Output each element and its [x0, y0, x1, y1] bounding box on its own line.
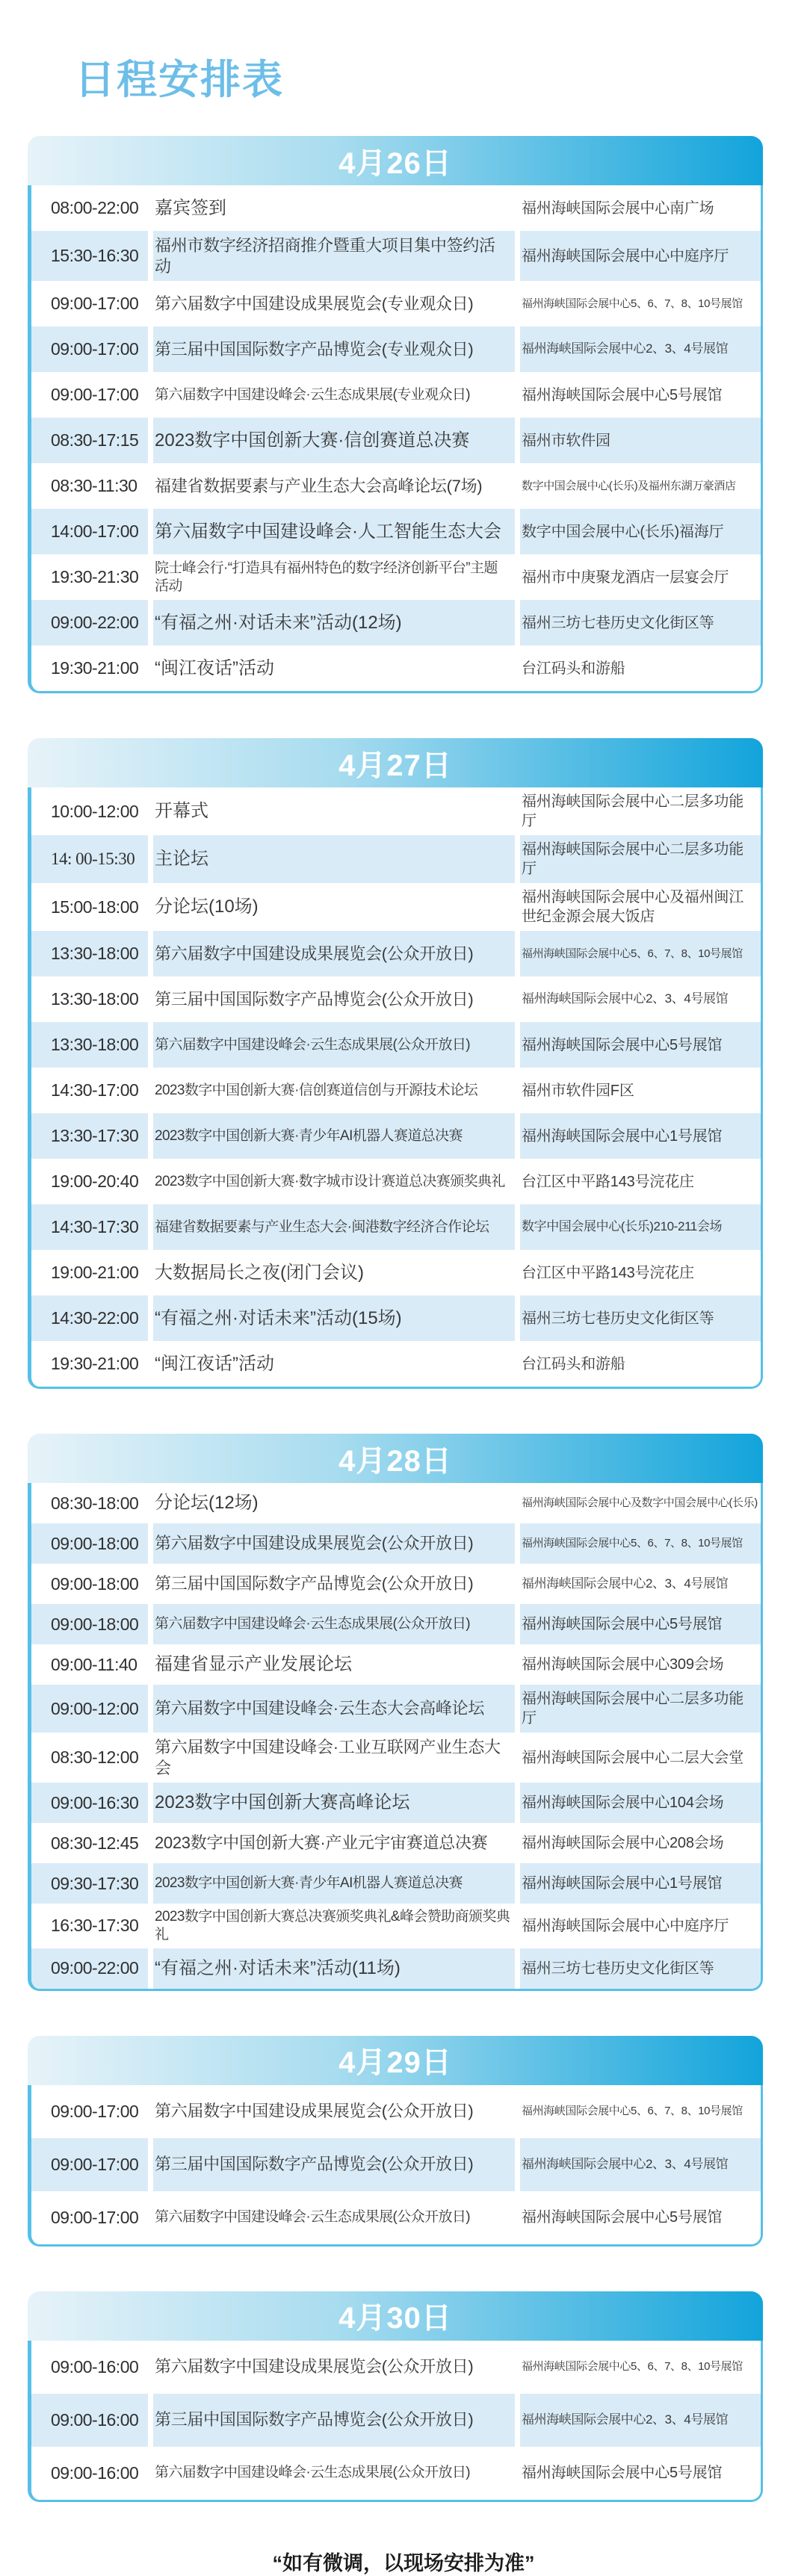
event-time: 09:00-16:30 [31, 1783, 148, 1823]
event-venue: 福州海峡国际会展中心2、3、4号展馆 [520, 1564, 761, 1604]
event-venue: 福州海峡国际会展中心5、6、7、8、10号展馆 [520, 1523, 761, 1564]
event-time: 09:00-17:00 [31, 2085, 148, 2138]
event-name: 大数据局长之夜(闭门会议) [153, 1250, 515, 1295]
event-name: “有福之州·对话未来”活动(15场) [153, 1295, 515, 1341]
event-venue: 福州海峡国际会展中心2、3、4号展馆 [520, 976, 761, 1022]
event-venue: 福州海峡国际会展中心5号展馆 [520, 2447, 761, 2500]
day-header [28, 2291, 763, 2341]
day-card [28, 136, 763, 693]
event-name: 第六届数字中国建设成果展览会(专业观众日) [153, 281, 515, 326]
schedule-row [31, 463, 761, 509]
schedule-row [31, 2394, 761, 2447]
event-venue: 福州海峡国际会展中心二层多功能厅 [520, 835, 761, 883]
event-name: 福建省数据要素与产业生态大会·闽港数字经济合作论坛 [153, 1204, 515, 1250]
event-name: 第六届数字中国建设峰会·人工智能生态大会 [153, 509, 515, 554]
event-venue: 福州海峡国际会展中心5、6、7、8、10号展馆 [520, 281, 761, 326]
event-venue: 福州市中庚聚龙酒店一层宴会厅 [520, 554, 761, 600]
day-rows [28, 1483, 763, 1991]
event-time: 14:00-17:00 [31, 509, 148, 554]
schedule-row [31, 231, 761, 281]
event-name: 2023数字中国创新大赛·数字城市设计赛道总决赛颁奖典礼 [153, 1159, 515, 1204]
event-venue: 福州海峡国际会展中心中庭序厅 [520, 1904, 761, 1948]
schedule-row [31, 1022, 761, 1068]
day-header [28, 2036, 763, 2085]
event-time: 13:30-18:00 [31, 1022, 148, 1068]
event-name: 主论坛 [153, 835, 515, 883]
event-time: 13:30-18:00 [31, 931, 148, 976]
event-time: 09:00-22:00 [31, 600, 148, 645]
day-header-label: 4月30日 [338, 2302, 452, 2335]
event-time: 09:00-17:00 [31, 326, 148, 372]
event-venue: 福州海峡国际会展中心二层大会堂 [520, 1733, 761, 1783]
event-name: 院士峰会行·“打造具有福州特色的数字经济创新平台”主题活动 [153, 554, 515, 600]
day-rows [28, 2085, 763, 2247]
day-header-label: 4月27日 [338, 749, 452, 782]
schedule-row [31, 2191, 761, 2244]
event-venue: 福州海峡国际会展中心中庭序厅 [520, 231, 761, 281]
event-venue: 数字中国会展中心(长乐)210-211会场 [520, 1204, 761, 1250]
event-name: 第三届中国国际数字产品博览会(公众开放日) [153, 976, 515, 1022]
event-name: 第六届数字中国建设峰会·云生态成果展(公众开放日) [153, 1604, 515, 1644]
event-name: 第六届数字中国建设峰会·云生态成果展(公众开放日) [153, 2191, 515, 2244]
event-venue: 福州海峡国际会展中心南广场 [520, 185, 761, 231]
event-time: 09:30-17:30 [31, 1863, 148, 1904]
event-time: 14:30-17:30 [31, 1204, 148, 1250]
event-venue: 福州海峡国际会展中心二层多功能厅 [520, 1685, 761, 1733]
event-name: 福建省数据要素与产业生态大会高峰论坛(7场) [153, 463, 515, 509]
event-name: 2023数字中国创新大赛·信创赛道总决赛 [153, 418, 515, 463]
event-time: 19:30-21:00 [31, 1341, 148, 1387]
schedule-row [31, 883, 761, 931]
schedule-row [31, 1948, 761, 1989]
schedule-row [31, 1483, 761, 1523]
event-name: 第六届数字中国建设成果展览会(公众开放日) [153, 2341, 515, 2394]
event-time: 19:00-21:00 [31, 1250, 148, 1295]
event-name: 福州市数字经济招商推介暨重大项目集中签约活动 [153, 231, 515, 281]
event-venue: 福州海峡国际会展中心5、6、7、8、10号展馆 [520, 2341, 761, 2394]
day-header [28, 1434, 763, 1483]
schedule-row [31, 326, 761, 372]
event-time: 09:00-17:00 [31, 2138, 148, 2191]
event-venue: 福州海峡国际会展中心2、3、4号展馆 [520, 326, 761, 372]
day-rows [28, 185, 763, 693]
event-venue: 福州市软件园F区 [520, 1068, 761, 1113]
event-venue: 台江码头和游船 [520, 1341, 761, 1387]
schedule-row [31, 509, 761, 554]
event-venue: 台江区中平路143号浣花庄 [520, 1159, 761, 1204]
footer-note: “如有微调，以现场安排为准” [272, 2551, 535, 2575]
event-time: 14:30-22:00 [31, 1295, 148, 1341]
event-name: 分论坛(12场) [153, 1483, 515, 1523]
event-venue: 福州海峡国际会展中心2、3、4号展馆 [520, 2138, 761, 2191]
event-name: “有福之州·对话未来”活动(11场) [153, 1948, 515, 1989]
schedule-row [31, 1250, 761, 1295]
event-time: 09:00-16:00 [31, 2341, 148, 2394]
event-venue: 福州海峡国际会展中心5、6、7、8、10号展馆 [520, 931, 761, 976]
event-time: 09:00-18:00 [31, 1523, 148, 1564]
event-time: 08:30-12:00 [31, 1733, 148, 1783]
event-name: 2023数字中国创新大赛·产业元宇宙赛道总决赛 [153, 1823, 515, 1863]
event-name: “闽江夜话”活动 [153, 645, 515, 691]
schedule-row [31, 2138, 761, 2191]
event-venue: 福州海峡国际会展中心5号展馆 [520, 372, 761, 418]
event-venue: 福州海峡国际会展中心5号展馆 [520, 2191, 761, 2244]
event-venue: 福州海峡国际会展中心5、6、7、8、10号展馆 [520, 2085, 761, 2138]
schedule-row [31, 600, 761, 645]
event-name: 嘉宾签到 [153, 185, 515, 231]
schedule-row [31, 1604, 761, 1644]
day-rows [28, 2341, 763, 2502]
event-venue: 福州海峡国际会展中心1号展馆 [520, 1113, 761, 1159]
event-venue: 福州海峡国际会展中心及数字中国会展中心(长乐) [520, 1483, 761, 1523]
event-name: 2023数字中国创新大赛·青少年AI机器人赛道总决赛 [153, 1863, 515, 1904]
schedule-row [31, 281, 761, 326]
schedule-row [31, 1564, 761, 1604]
event-venue: 福州三坊七巷历史文化街区等 [520, 600, 761, 645]
event-name: 分论坛(10场) [153, 883, 515, 931]
event-time: 09:00-17:00 [31, 281, 148, 326]
event-venue: 福州海峡国际会展中心1号展馆 [520, 1863, 761, 1904]
event-name: “闽江夜话”活动 [153, 1341, 515, 1387]
day-card [28, 2291, 763, 2502]
event-time: 09:00-16:00 [31, 2394, 148, 2447]
event-time: 15:00-18:00 [31, 883, 148, 931]
event-time: 14:30-17:00 [31, 1068, 148, 1113]
event-name: 第三届中国国际数字产品博览会(公众开放日) [153, 2394, 515, 2447]
event-time: 09:00-12:00 [31, 1685, 148, 1733]
day-header-label: 4月29日 [338, 2046, 452, 2079]
event-time: 09:00-22:00 [31, 1948, 148, 1989]
day-header-label: 4月28日 [338, 1444, 452, 1478]
event-venue: 福州海峡国际会展中心104会场 [520, 1783, 761, 1823]
event-time: 09:00-11:40 [31, 1644, 148, 1685]
schedule-cards [28, 136, 763, 2502]
event-time: 09:00-17:00 [31, 372, 148, 418]
day-rows [28, 787, 763, 1389]
schedule-row [31, 1863, 761, 1904]
event-time: 15:30-16:30 [31, 231, 148, 281]
event-time: 09:00-18:00 [31, 1604, 148, 1644]
event-venue: 数字中国会展中心(长乐)福海厅 [520, 509, 761, 554]
day-card [28, 2036, 763, 2247]
event-time: 19:30-21:00 [31, 645, 148, 691]
event-name: 2023数字中国创新大赛高峰论坛 [153, 1783, 515, 1823]
event-venue: 台江码头和游船 [520, 645, 761, 691]
schedule-row [31, 931, 761, 976]
event-name: 2023数字中国创新大赛·青少年AI机器人赛道总决赛 [153, 1113, 515, 1159]
event-name: 2023数字中国创新大赛·信创赛道信创与开源技术论坛 [153, 1068, 515, 1113]
day-header-label: 4月26日 [338, 146, 452, 180]
event-time: 13:30-18:00 [31, 976, 148, 1022]
event-name: 第六届数字中国建设成果展览会(公众开放日) [153, 931, 515, 976]
schedule-row [31, 2447, 761, 2500]
event-time: 08:30-17:15 [31, 418, 148, 463]
event-name: “有福之州·对话未来”活动(12场) [153, 600, 515, 645]
day-card [28, 738, 763, 1389]
schedule-row [31, 1068, 761, 1113]
schedule-row [31, 1204, 761, 1250]
event-name: 第三届中国国际数字产品博览会(公众开放日) [153, 2138, 515, 2191]
event-name: 第六届数字中国建设峰会·云生态成果展(专业观众日) [153, 372, 515, 418]
event-name: 第六届数字中国建设成果展览会(公众开放日) [153, 2085, 515, 2138]
event-venue: 福州海峡国际会展中心2、3、4号展馆 [520, 2394, 761, 2447]
event-time: 08:30-18:00 [31, 1483, 148, 1523]
schedule-row [31, 1823, 761, 1863]
event-name: 开幕式 [153, 787, 515, 835]
event-venue: 福州市软件园 [520, 418, 761, 463]
event-venue: 福州海峡国际会展中心5号展馆 [520, 1022, 761, 1068]
schedule-row [31, 645, 761, 691]
event-time: 09:00-16:00 [31, 2447, 148, 2500]
schedule-row [31, 1904, 761, 1948]
event-venue: 福州海峡国际会展中心5号展馆 [520, 1604, 761, 1644]
event-name: 福建省显示产业发展论坛 [153, 1644, 515, 1685]
day-header [28, 136, 763, 185]
schedule-row [31, 1159, 761, 1204]
schedule-row [31, 835, 761, 883]
day-header [28, 738, 763, 787]
event-venue: 福州海峡国际会展中心309会场 [520, 1644, 761, 1685]
schedule-row [31, 1644, 761, 1685]
schedule-row [31, 2085, 761, 2138]
event-name: 第三届中国国际数字产品博览会(专业观众日) [153, 326, 515, 372]
schedule-row [31, 1523, 761, 1564]
schedule-row [31, 418, 761, 463]
event-name: 第六届数字中国建设峰会·云生态成果展(公众开放日) [153, 2447, 515, 2500]
event-name: 第六届数字中国建设峰会·云生态大会高峰论坛 [153, 1685, 515, 1733]
event-venue: 数字中国会展中心(长乐)及福州东湖万豪酒店 [520, 463, 761, 509]
event-time: 19:30-21:30 [31, 554, 148, 600]
event-time: 16:30-17:30 [31, 1904, 148, 1948]
event-time: 09:00-17:00 [31, 2191, 148, 2244]
schedule-row [31, 1341, 761, 1387]
schedule-row [31, 372, 761, 418]
event-time: 14: 00-15:30 [31, 835, 148, 883]
event-name: 第六届数字中国建设成果展览会(公众开放日) [153, 1523, 515, 1564]
event-name: 第六届数字中国建设峰会·云生态成果展(公众开放日) [153, 1022, 515, 1068]
event-time: 13:30-17:30 [31, 1113, 148, 1159]
event-time: 10:00-12:00 [31, 787, 148, 835]
event-name: 第六届数字中国建设峰会·工业互联网产业生态大会 [153, 1733, 515, 1783]
event-name: 2023数字中国创新大赛总决赛颁奖典礼&峰会赞助商颁奖典礼 [153, 1904, 515, 1948]
event-venue: 台江区中平路143号浣花庄 [520, 1250, 761, 1295]
schedule-row [31, 1113, 761, 1159]
event-time: 08:30-11:30 [31, 463, 148, 509]
day-card [28, 1434, 763, 1991]
event-time: 19:00-20:40 [31, 1159, 148, 1204]
schedule-row [31, 976, 761, 1022]
event-time: 09:00-18:00 [31, 1564, 148, 1604]
schedule-row [31, 787, 761, 835]
schedule-row [31, 1783, 761, 1823]
event-time: 08:00-22:00 [31, 185, 148, 231]
schedule-row [31, 185, 761, 231]
event-venue: 福州海峡国际会展中心208会场 [520, 1823, 761, 1863]
event-venue: 福州三坊七巷历史文化街区等 [520, 1295, 761, 1341]
page-title: 日程安排表 [75, 58, 284, 102]
event-time: 08:30-12:45 [31, 1823, 148, 1863]
schedule-row [31, 554, 761, 600]
event-name: 第三届中国国际数字产品博览会(公众开放日) [153, 1564, 515, 1604]
event-venue: 福州海峡国际会展中心及福州闽江世纪金源会展大饭店 [520, 883, 761, 931]
event-venue: 福州海峡国际会展中心二层多功能厅 [520, 787, 761, 835]
schedule-row [31, 1295, 761, 1341]
schedule-row [31, 2341, 761, 2394]
event-venue: 福州三坊七巷历史文化街区等 [520, 1948, 761, 1989]
schedule-row [31, 1733, 761, 1783]
schedule-row [31, 1685, 761, 1733]
